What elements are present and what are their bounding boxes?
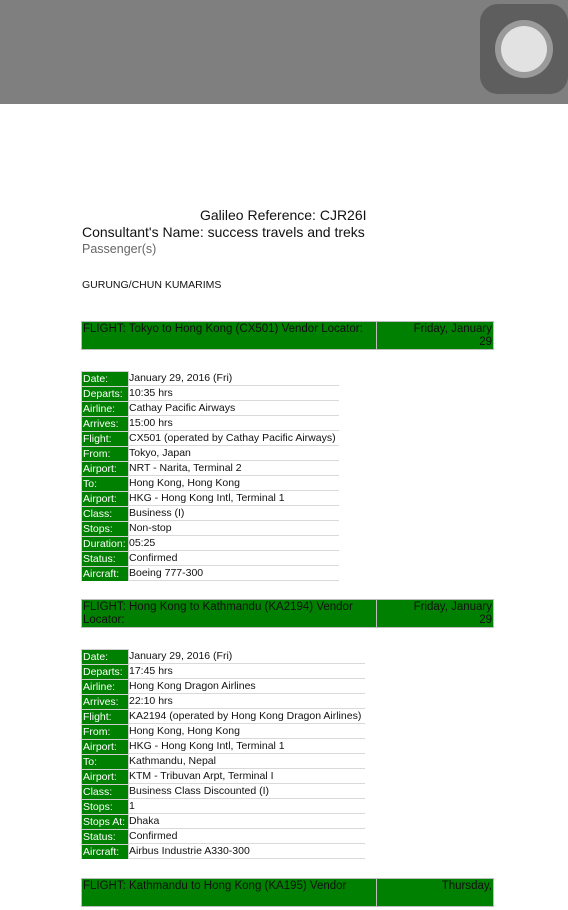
flight-date-line2: 29 (479, 614, 492, 626)
detail-value: HKG - Hong Kong Intl, Terminal 1 (128, 739, 365, 754)
detail-value: Hong Kong, Hong Kong (128, 476, 339, 491)
detail-label: Date: (81, 649, 129, 664)
flight-header-3 (81, 878, 494, 907)
flight-header-1 (81, 321, 494, 350)
detail-value: Tokyo, Japan (128, 446, 339, 461)
flight-title: FLIGHT: Tokyo to Hong Kong (CX501) Vendor Locator: (82, 322, 377, 349)
detail-value: January 29, 2016 (Fri) (128, 649, 365, 664)
detail-label: To: (81, 754, 129, 769)
detail-value: Boeing 777-300 (128, 566, 339, 581)
detail-label: From: (81, 724, 129, 739)
detail-label: Departs: (81, 386, 129, 401)
detail-value: Confirmed (128, 829, 365, 844)
detail-value: 22:10 hrs (128, 694, 365, 709)
detail-label: Stops: (81, 799, 129, 814)
status-overlay-bar (0, 0, 568, 104)
detail-value: Dhaka (128, 814, 365, 829)
detail-label: Status: (81, 829, 129, 844)
detail-value: 10:35 hrs (128, 386, 339, 401)
detail-label: Airline: (81, 679, 129, 694)
detail-value: 05:25 (128, 536, 339, 551)
detail-label: Class: (81, 784, 129, 799)
detail-label: To: (81, 476, 129, 491)
detail-value: 1 (128, 799, 365, 814)
detail-value: Confirmed (128, 551, 339, 566)
detail-value: Airbus Industrie A330-300 (128, 844, 365, 859)
detail-value: January 29, 2016 (Fri) (128, 371, 339, 386)
flight-date (377, 600, 493, 627)
detail-value: Business (I) (128, 506, 339, 521)
detail-value: 17:45 hrs (128, 664, 365, 679)
assistive-touch-button[interactable] (480, 4, 568, 94)
passengers-label: Passenger(s) (82, 242, 157, 256)
detail-value: Kathmandu, Nepal (128, 754, 365, 769)
flight-date-line1: Friday, January (413, 323, 492, 335)
detail-value: Hong Kong Dragon Airlines (128, 679, 365, 694)
detail-value: Business Class Discounted (I) (128, 784, 365, 799)
detail-value: NRT - Narita, Terminal 2 (128, 461, 339, 476)
flight-header-2 (81, 599, 494, 628)
consultant-name: Consultant's Name: success travels and treks (82, 224, 365, 240)
detail-label: Airport: (81, 461, 129, 476)
detail-label: Duration: (81, 536, 129, 551)
detail-value: CX501 (operated by Cathay Pacific Airways) (128, 431, 339, 446)
assistive-touch-core-icon (501, 26, 547, 72)
detail-value: Non-stop (128, 521, 339, 536)
detail-value: Cathay Pacific Airways (128, 401, 339, 416)
detail-label: From: (81, 446, 129, 461)
detail-label: Airport: (81, 491, 129, 506)
detail-label: Aircraft: (81, 566, 129, 581)
detail-label: Airport: (81, 769, 129, 784)
detail-label: Airline: (81, 401, 129, 416)
detail-value: KA2194 (operated by Hong Kong Dragon Airlines) (128, 709, 365, 724)
detail-label: Flight: (81, 431, 129, 446)
detail-value: KTM - Tribuvan Arpt, Terminal I (128, 769, 365, 784)
detail-value: 15:00 hrs (128, 416, 339, 431)
detail-label: Stops At: (81, 814, 129, 829)
flight-date-line1: Friday, January (413, 601, 492, 613)
detail-label: Status: (81, 551, 129, 566)
detail-label: Arrives: (81, 694, 129, 709)
galileo-reference: Galileo Reference: CJR26I (200, 207, 367, 223)
passenger-name: GURUNG/CHUN KUMARIMS (82, 279, 222, 291)
detail-value: HKG - Hong Kong Intl, Terminal 1 (128, 491, 339, 506)
detail-label: Date: (81, 371, 129, 386)
flight-date (377, 322, 493, 349)
detail-label: Airport: (81, 739, 129, 754)
assistive-touch-ring-icon (495, 20, 553, 78)
flight-date (377, 879, 493, 906)
detail-value: Hong Kong, Hong Kong (128, 724, 365, 739)
detail-label: Arrives: (81, 416, 129, 431)
itinerary-document (0, 104, 568, 910)
detail-label: Class: (81, 506, 129, 521)
detail-label: Flight: (81, 709, 129, 724)
flight-date-line2: 29 (479, 336, 492, 348)
flight-title: FLIGHT: Hong Kong to Kathmandu (KA2194) Vendor Locator: (82, 600, 377, 627)
flight-date-line1: Thursday, (441, 880, 492, 892)
detail-label: Aircraft: (81, 844, 129, 859)
detail-label: Departs: (81, 664, 129, 679)
flight-title: FLIGHT: Kathmandu to Hong Kong (KA195) Vendor (82, 879, 377, 906)
detail-label: Stops: (81, 521, 129, 536)
